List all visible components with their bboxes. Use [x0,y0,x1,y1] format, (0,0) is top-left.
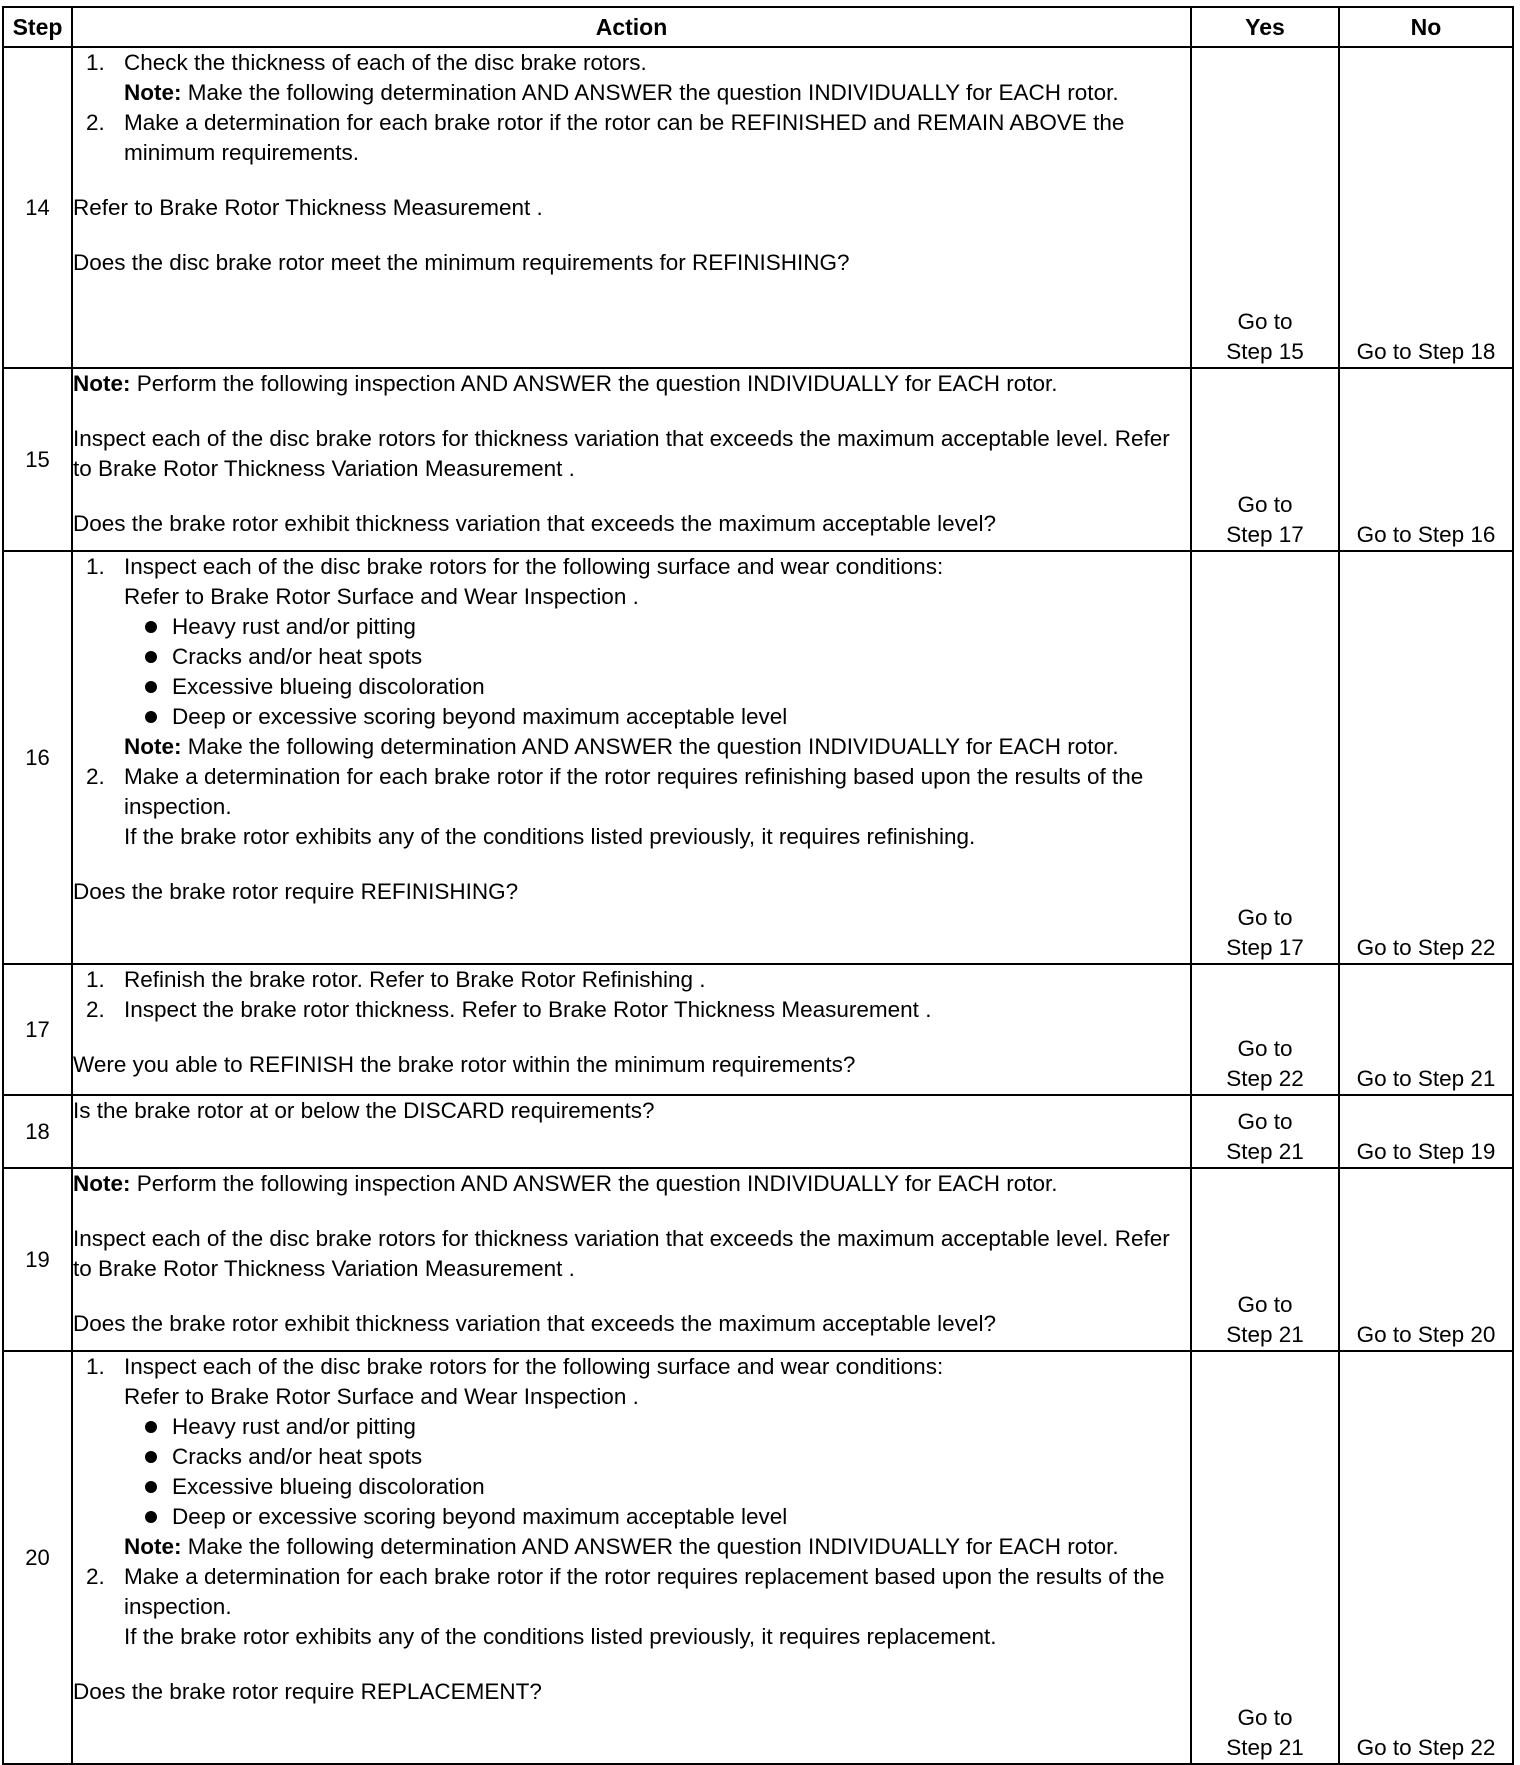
yes-line-2: Step 17 [1226,935,1304,960]
item-number: 1. [86,554,105,579]
note [124,732,1190,762]
bullet-item: Deep or excessive scoring beyond maximum acceptable level [124,702,1190,732]
numbered-list [73,552,1190,852]
header-row [3,7,1513,47]
yes-line-1: Go to [1237,492,1293,517]
yes-line-2: Step 21 [1226,1139,1304,1164]
bullet-item: Heavy rust and/or pitting [124,612,1190,642]
body-text: Inspect each of the disc brake rotors for thickness variation that exceeds the maximum acceptable level. Refer to Brake Rotor Thickness Variation Measurement . [73,1226,1170,1281]
note-label: Note: [124,80,182,105]
numbered-list [73,1352,1190,1652]
no-cell: Go to Step 22 [1339,1351,1513,1764]
item-extra-text: If the brake rotor exhibits any of the conditions listed previously, it requires replacement. [124,1624,997,1649]
diagnostic-table-container [2,6,1514,1765]
step-number: 17 [3,964,72,1095]
yes-line-1: Go to [1237,1705,1293,1730]
action-cell [72,1095,1191,1168]
item-text: Inspect each of the disc brake rotors for the following surface and wear conditions: [124,1354,944,1379]
step-number: 19 [3,1168,72,1351]
header-action: Action [72,7,1191,47]
table-row [3,1095,1513,1168]
item-text: Check the thickness of each of the disc brake rotors. [124,50,647,75]
note-label: Note: [124,1534,182,1559]
item-number: 2. [86,1564,105,1589]
yes-cell [1191,47,1339,368]
refer-text: Refer to Brake Rotor Thickness Measurement . [73,195,543,220]
step-number: 15 [3,368,72,551]
question-text: Does the brake rotor exhibit thickness variation that exceeds the maximum acceptable level? [73,511,996,536]
yes-line-1: Go to [1237,309,1293,334]
note-text: Make the following determination AND ANSWER the question INDIVIDUALLY for EACH rotor. [181,80,1119,105]
yes-line-1: Go to [1237,1292,1293,1317]
yes-line-2: Step 21 [1226,1735,1304,1760]
note [73,1169,1190,1199]
yes-line-1: Go to [1237,1109,1293,1134]
note [124,78,1190,108]
item-number: 2. [86,110,105,135]
question-text: Does the brake rotor exhibit thickness variation that exceeds the maximum acceptable level? [73,1311,996,1336]
no-cell: Go to Step 21 [1339,964,1513,1095]
yes-cell [1191,551,1339,964]
list-item [73,995,1190,1025]
note-text: Make the following determination AND ANSWER the question INDIVIDUALLY for EACH rotor. [181,734,1119,759]
action-cell [72,1168,1191,1351]
no-cell: Go to Step 16 [1339,368,1513,551]
item-extra-text: If the brake rotor exhibits any of the conditions listed previously, it requires refinishing. [124,824,976,849]
question-text: Does the disc brake rotor meet the minimum requirements for REFINISHING? [73,250,850,275]
bullet-list [124,1412,1190,1532]
note-text: Make the following determination AND ANSWER the question INDIVIDUALLY for EACH rotor. [181,1534,1119,1559]
table-row [3,47,1513,368]
action-cell [72,47,1191,368]
table-row [3,1168,1513,1351]
table-row [3,964,1513,1095]
item-text: Inspect each of the disc brake rotors for the following surface and wear conditions: [124,554,944,579]
bullet-icon [145,681,157,693]
no-cell: Go to Step 19 [1339,1095,1513,1168]
action-cell [72,964,1191,1095]
no-cell: Go to Step 18 [1339,47,1513,368]
bullet-item: Excessive blueing discoloration [124,1472,1190,1502]
yes-cell [1191,1351,1339,1764]
bullet-item: Heavy rust and/or pitting [124,1412,1190,1442]
bullet-list [124,612,1190,732]
table-row [3,1351,1513,1764]
yes-line-1: Go to [1237,905,1293,930]
step-number: 18 [3,1095,72,1168]
note [73,369,1190,399]
question-text: Were you able to REFINISH the brake rotor within the minimum requirements? [73,1052,856,1077]
table-row [3,368,1513,551]
note [124,1532,1190,1562]
table-row [3,551,1513,964]
bullet-icon [145,711,157,723]
body-text: Inspect each of the disc brake rotors for thickness variation that exceeds the maximum acceptable level. Refer to Brake Rotor Thickness Variation Measurement . [73,426,1170,481]
bullet-item: Cracks and/or heat spots [124,1442,1190,1472]
refer-text: Refer to Brake Rotor Surface and Wear Inspection . [124,584,639,609]
yes-line-2: Step 22 [1226,1066,1304,1091]
list-item [73,1352,1190,1562]
bullet-icon [145,621,157,633]
action-cell [72,551,1191,964]
no-cell: Go to Step 22 [1339,551,1513,964]
bullet-item: Deep or excessive scoring beyond maximum acceptable level [124,1502,1190,1532]
item-text: Make a determination for each brake rotor if the rotor requires refinishing based upon the results of the inspection. [124,764,1144,819]
numbered-list [73,48,1190,168]
action-cell [72,368,1191,551]
yes-cell [1191,964,1339,1095]
item-text: Make a determination for each brake rotor if the rotor can be REFINISHED and REMAIN ABOVE the minimum requirements. [124,110,1125,165]
yes-line-1: Go to [1237,1036,1293,1061]
yes-line-2: Step 15 [1226,339,1304,364]
list-item [73,965,1190,995]
action-cell [72,1351,1191,1764]
note-label: Note: [124,734,182,759]
note-text: Perform the following inspection AND ANSWER the question INDIVIDUALLY for EACH rotor. [130,371,1058,396]
header-step: Step [3,7,72,47]
yes-cell [1191,1095,1339,1168]
refer-text: Refer to Brake Rotor Surface and Wear Inspection . [124,1384,639,1409]
item-number: 2. [86,997,105,1022]
header-yes: Yes [1191,7,1339,47]
yes-cell [1191,368,1339,551]
note-text: Perform the following inspection AND ANSWER the question INDIVIDUALLY for EACH rotor. [130,1171,1058,1196]
list-item [73,48,1190,108]
question-text: Does the brake rotor require REPLACEMENT? [73,1679,542,1704]
yes-line-2: Step 21 [1226,1322,1304,1347]
list-item [73,108,1190,168]
bullet-icon [145,1421,157,1433]
note-label: Note: [73,371,131,396]
question-text: Is the brake rotor at or below the DISCARD requirements? [73,1098,655,1123]
yes-cell [1191,1168,1339,1351]
bullet-icon [145,1511,157,1523]
item-number: 2. [86,764,105,789]
item-number: 1. [86,967,105,992]
item-number: 1. [86,1354,105,1379]
no-cell: Go to Step 20 [1339,1168,1513,1351]
list-item [73,762,1190,852]
step-number: 14 [3,47,72,368]
item-text: Inspect the brake rotor thickness. Refer to Brake Rotor Thickness Measurement . [124,997,932,1022]
numbered-list [73,965,1190,1025]
list-item [73,552,1190,762]
diagnostic-table [2,6,1514,1765]
item-number: 1. [86,50,105,75]
bullet-icon [145,1451,157,1463]
item-text: Refinish the brake rotor. Refer to Brake Rotor Refinishing . [124,967,706,992]
bullet-item: Cracks and/or heat spots [124,642,1190,672]
question-text: Does the brake rotor require REFINISHING? [73,879,519,904]
bullet-icon [145,1481,157,1493]
step-number: 20 [3,1351,72,1764]
header-no: No [1339,7,1513,47]
step-number: 16 [3,551,72,964]
yes-line-2: Step 17 [1226,522,1304,547]
bullet-item: Excessive blueing discoloration [124,672,1190,702]
list-item [73,1562,1190,1652]
note-label: Note: [73,1171,131,1196]
bullet-icon [145,651,157,663]
item-text: Make a determination for each brake rotor if the rotor requires replacement based upon the results of the inspection. [124,1564,1165,1619]
